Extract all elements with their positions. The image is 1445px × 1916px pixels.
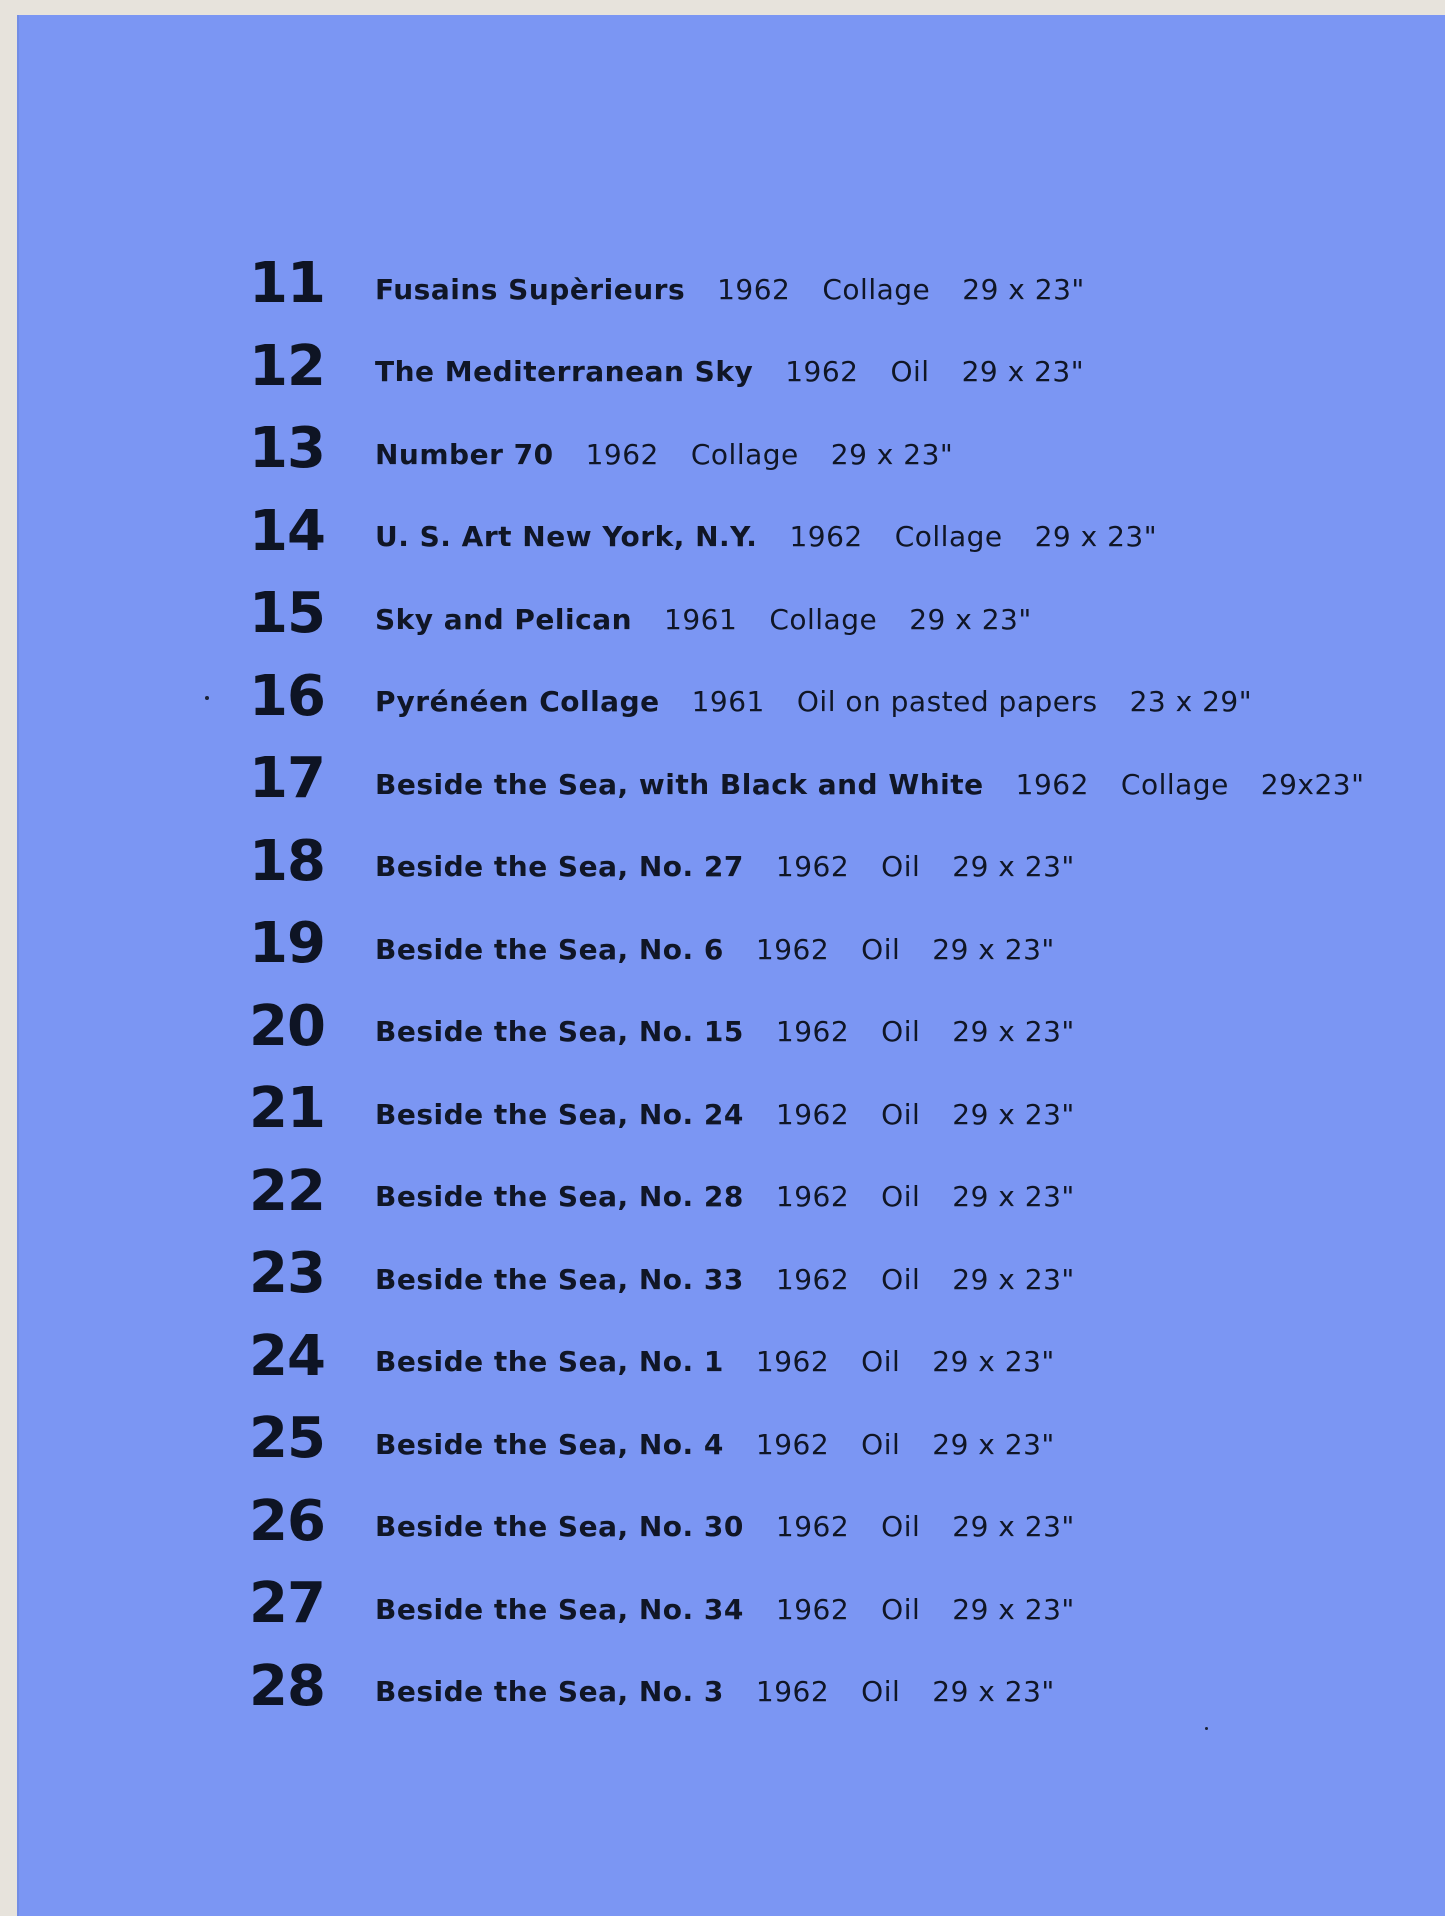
entry-number: 27 xyxy=(249,1571,325,1637)
entry-details xyxy=(375,355,1084,388)
catalog-entry xyxy=(249,573,1399,656)
entry-year: 1962 xyxy=(775,1510,850,1544)
entry-title: Pyrénéen Collage xyxy=(375,685,660,719)
catalog-entry xyxy=(249,1481,1399,1564)
entry-number: 17 xyxy=(249,746,325,812)
entry-title: Beside the Sea, No. 33 xyxy=(375,1262,744,1296)
entry-number: 15 xyxy=(249,581,325,647)
entry-year: 1962 xyxy=(775,1097,850,1131)
entry-number: 16 xyxy=(249,663,325,729)
entry-details xyxy=(375,603,1032,636)
entry-details xyxy=(375,685,1252,718)
catalog-entry xyxy=(249,1316,1399,1399)
entry-size: 29 x 23" xyxy=(952,1510,1075,1544)
entry-year: 1962 xyxy=(755,1345,830,1379)
entry-details xyxy=(375,768,1365,801)
catalog-entry xyxy=(249,1068,1399,1151)
entry-medium: Oil xyxy=(881,1097,921,1131)
catalog-entry xyxy=(249,656,1399,739)
paper-speck xyxy=(205,696,209,700)
entry-year: 1961 xyxy=(691,685,765,719)
entry-title: Beside the Sea, No. 3 xyxy=(375,1675,724,1709)
entry-details xyxy=(375,520,1157,553)
entry-size: 29 x 23" xyxy=(1034,520,1158,554)
entry-details xyxy=(375,1510,1075,1543)
entry-number: 18 xyxy=(249,828,325,894)
catalog-entry xyxy=(249,491,1399,574)
entry-year: 1962 xyxy=(755,1675,830,1709)
entry-title: Beside the Sea, with Black and White xyxy=(375,767,984,801)
entry-details xyxy=(375,1675,1055,1708)
catalog-entry xyxy=(249,408,1399,491)
entry-details xyxy=(375,1345,1055,1378)
entry-medium: Oil xyxy=(881,1262,921,1296)
entry-title: U. S. Art New York, N.Y. xyxy=(375,520,758,554)
entry-year: 1961 xyxy=(664,602,738,636)
catalog-entry xyxy=(249,326,1399,409)
entry-medium: Oil xyxy=(881,1592,921,1626)
catalog-entry xyxy=(249,1233,1399,1316)
entry-title: Beside the Sea, No. 1 xyxy=(375,1345,724,1379)
entry-number: 13 xyxy=(249,416,325,482)
entry-number: 19 xyxy=(249,911,325,977)
entry-size: 29 x 23" xyxy=(952,1097,1075,1131)
entry-size: 29 x 23" xyxy=(909,602,1032,636)
catalog-list xyxy=(249,243,1399,1728)
entry-size: 23 x 29" xyxy=(1129,685,1253,719)
entry-size: 29 x 23" xyxy=(952,1180,1075,1214)
entry-number: 22 xyxy=(249,1158,325,1224)
catalog-entry xyxy=(249,738,1399,821)
entry-title: Sky and Pelican xyxy=(375,602,633,636)
entry-medium: Oil xyxy=(861,932,901,966)
entry-details xyxy=(375,1098,1075,1131)
entry-details xyxy=(375,1263,1075,1296)
entry-size: 29 x 23" xyxy=(952,1262,1075,1296)
entry-details xyxy=(375,273,1085,306)
entry-year: 1962 xyxy=(717,272,791,306)
catalog-entry xyxy=(249,1646,1399,1729)
entry-size: 29 x 23" xyxy=(952,850,1075,884)
catalog-entry xyxy=(249,1151,1399,1234)
entry-details xyxy=(375,850,1075,883)
entry-year: 1962 xyxy=(789,520,863,554)
entry-medium: Oil xyxy=(861,1345,901,1379)
entry-number: 14 xyxy=(249,498,325,564)
entry-year: 1962 xyxy=(775,850,850,884)
catalog-entry xyxy=(249,986,1399,1069)
catalog-entry xyxy=(249,1398,1399,1481)
entry-year: 1962 xyxy=(755,1427,830,1461)
entry-year: 1962 xyxy=(1015,767,1089,801)
entry-title: Beside the Sea, No. 15 xyxy=(375,1015,744,1049)
catalog-entry xyxy=(249,821,1399,904)
entry-year: 1962 xyxy=(775,1015,850,1049)
entry-year: 1962 xyxy=(785,355,859,389)
entry-year: 1962 xyxy=(775,1180,850,1214)
entry-year: 1962 xyxy=(775,1592,850,1626)
entry-size: 29 x 23" xyxy=(962,272,1085,306)
entry-number: 26 xyxy=(249,1488,325,1554)
entry-size: 29 x 23" xyxy=(830,437,954,471)
entry-size: 29 x 23" xyxy=(932,1345,1055,1379)
entry-medium: Collage xyxy=(1120,767,1229,801)
entry-size: 29 x 23" xyxy=(952,1015,1075,1049)
entry-medium: Oil xyxy=(881,1015,921,1049)
entry-title: Beside the Sea, No. 6 xyxy=(375,932,724,966)
entry-medium: Collage xyxy=(690,437,799,471)
entry-medium: Collage xyxy=(822,272,931,306)
entry-title: The Mediterranean Sky xyxy=(375,355,754,389)
entry-size: 29 x 23" xyxy=(932,932,1055,966)
entry-details xyxy=(375,1180,1075,1213)
entry-size: 29 x 23" xyxy=(932,1427,1055,1461)
entry-size: 29 x 23" xyxy=(952,1592,1075,1626)
entry-title: Beside the Sea, No. 34 xyxy=(375,1592,744,1626)
entry-medium: Oil xyxy=(881,850,921,884)
entry-size: 29x23" xyxy=(1260,767,1365,801)
entry-number: 21 xyxy=(249,1076,325,1142)
entry-year: 1962 xyxy=(775,1262,850,1296)
entry-medium: Oil xyxy=(861,1427,901,1461)
entry-size: 29 x 23" xyxy=(932,1675,1055,1709)
entry-number: 20 xyxy=(249,993,325,1059)
entry-details xyxy=(375,438,953,471)
catalog-entry xyxy=(249,1563,1399,1646)
entry-medium: Oil xyxy=(881,1180,921,1214)
entry-title: Number 70 xyxy=(375,437,554,471)
entry-number: 24 xyxy=(249,1323,325,1389)
entry-title: Fusains Supèrieurs xyxy=(375,272,686,306)
entry-details xyxy=(375,1593,1075,1626)
entry-year: 1962 xyxy=(755,932,830,966)
entry-title: Beside the Sea, No. 30 xyxy=(375,1510,744,1544)
entry-title: Beside the Sea, No. 28 xyxy=(375,1180,744,1214)
catalog-entry xyxy=(249,903,1399,986)
entry-details xyxy=(375,1015,1075,1048)
entry-title: Beside the Sea, No. 24 xyxy=(375,1097,744,1131)
entry-medium: Oil xyxy=(890,355,930,389)
entry-size: 29 x 23" xyxy=(961,355,1085,389)
entry-number: 11 xyxy=(249,251,325,317)
entry-number: 25 xyxy=(249,1406,325,1472)
entry-number: 28 xyxy=(249,1653,325,1719)
entry-details xyxy=(375,933,1055,966)
entry-details xyxy=(375,1428,1055,1461)
entry-medium: Collage xyxy=(894,520,1003,554)
catalog-entry xyxy=(249,243,1399,326)
entry-medium: Collage xyxy=(769,602,878,636)
entry-medium: Oil xyxy=(881,1510,921,1544)
entry-title: Beside the Sea, No. 27 xyxy=(375,850,744,884)
entry-number: 23 xyxy=(249,1241,325,1307)
entry-year: 1962 xyxy=(585,437,659,471)
entry-medium: Oil on pasted papers xyxy=(796,685,1098,719)
entry-medium: Oil xyxy=(861,1675,901,1709)
entry-title: Beside the Sea, No. 4 xyxy=(375,1427,724,1461)
entry-number: 12 xyxy=(249,333,325,399)
